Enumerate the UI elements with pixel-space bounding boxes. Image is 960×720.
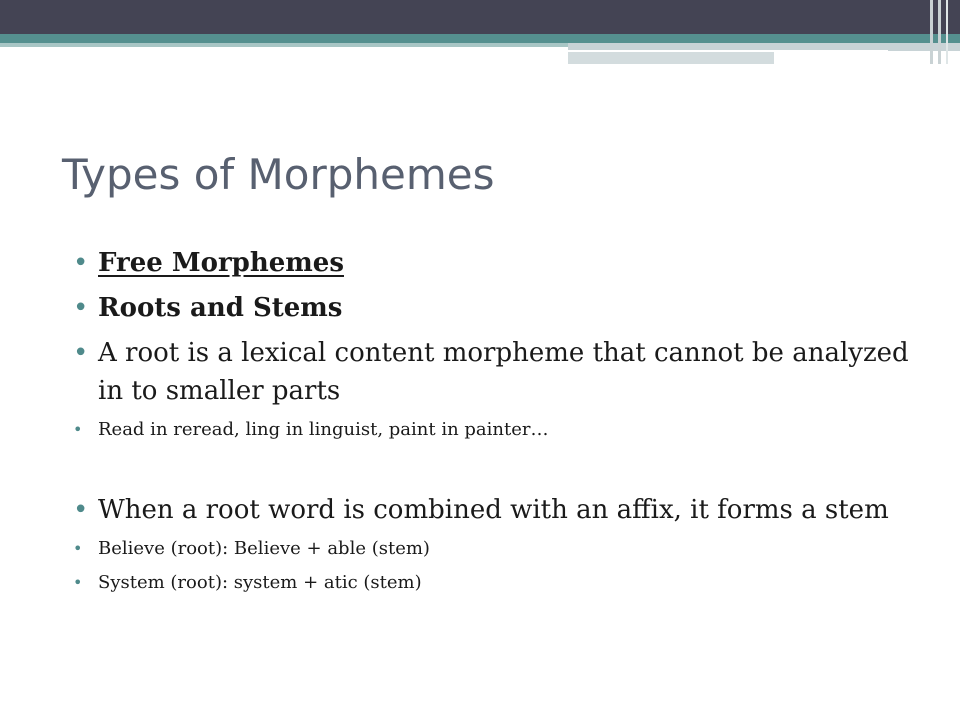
bullet-text-root-definition: A root is a lexical content morpheme that cannot be analyzed in to smaller parts <box>98 338 909 406</box>
header-dark-bar <box>0 0 960 34</box>
header-teal-bar <box>0 34 960 43</box>
slide-body <box>70 244 930 604</box>
sub-bullet-text-believe: Believe (root): Believe + able (stem) <box>98 538 430 559</box>
bullet-marker: • <box>73 420 83 439</box>
sub-bullet-item <box>70 417 930 443</box>
header-light-bar <box>0 43 568 47</box>
bullet-marker: • <box>73 573 83 592</box>
bullet-marker: • <box>73 539 83 558</box>
bullet-text-stem-definition: When a root word is combined with an affix, it forms a stem <box>98 495 889 525</box>
bullet-item <box>70 334 930 410</box>
sub-bullet-text-examples: Read in reread, ling in linguist, paint in painter… <box>98 419 549 440</box>
header-accent-line <box>568 50 888 52</box>
header-edge-stripe <box>938 0 941 64</box>
bullet-item <box>70 244 930 282</box>
sub-bullet-item <box>70 570 930 596</box>
sub-bullet-item <box>70 536 930 562</box>
bullet-marker: • <box>73 248 89 278</box>
bullet-marker: • <box>73 293 89 323</box>
sub-bullet-text-system: System (root): system + atic (stem) <box>98 572 422 593</box>
header-edge-stripe <box>946 0 948 64</box>
bullet-marker: • <box>73 495 89 525</box>
bullet-marker: • <box>73 338 89 368</box>
header-edge-stripe <box>930 0 933 64</box>
bullet-item <box>70 289 930 327</box>
header-step-bar-lower <box>568 51 774 64</box>
bullet-item <box>70 491 930 529</box>
bullet-text-free-morphemes: Free Morphemes <box>98 248 344 278</box>
spacer <box>70 451 930 491</box>
bullet-text-roots-and-stems: Roots and Stems <box>98 293 343 323</box>
slide-title: Types of Morphemes <box>62 150 495 199</box>
